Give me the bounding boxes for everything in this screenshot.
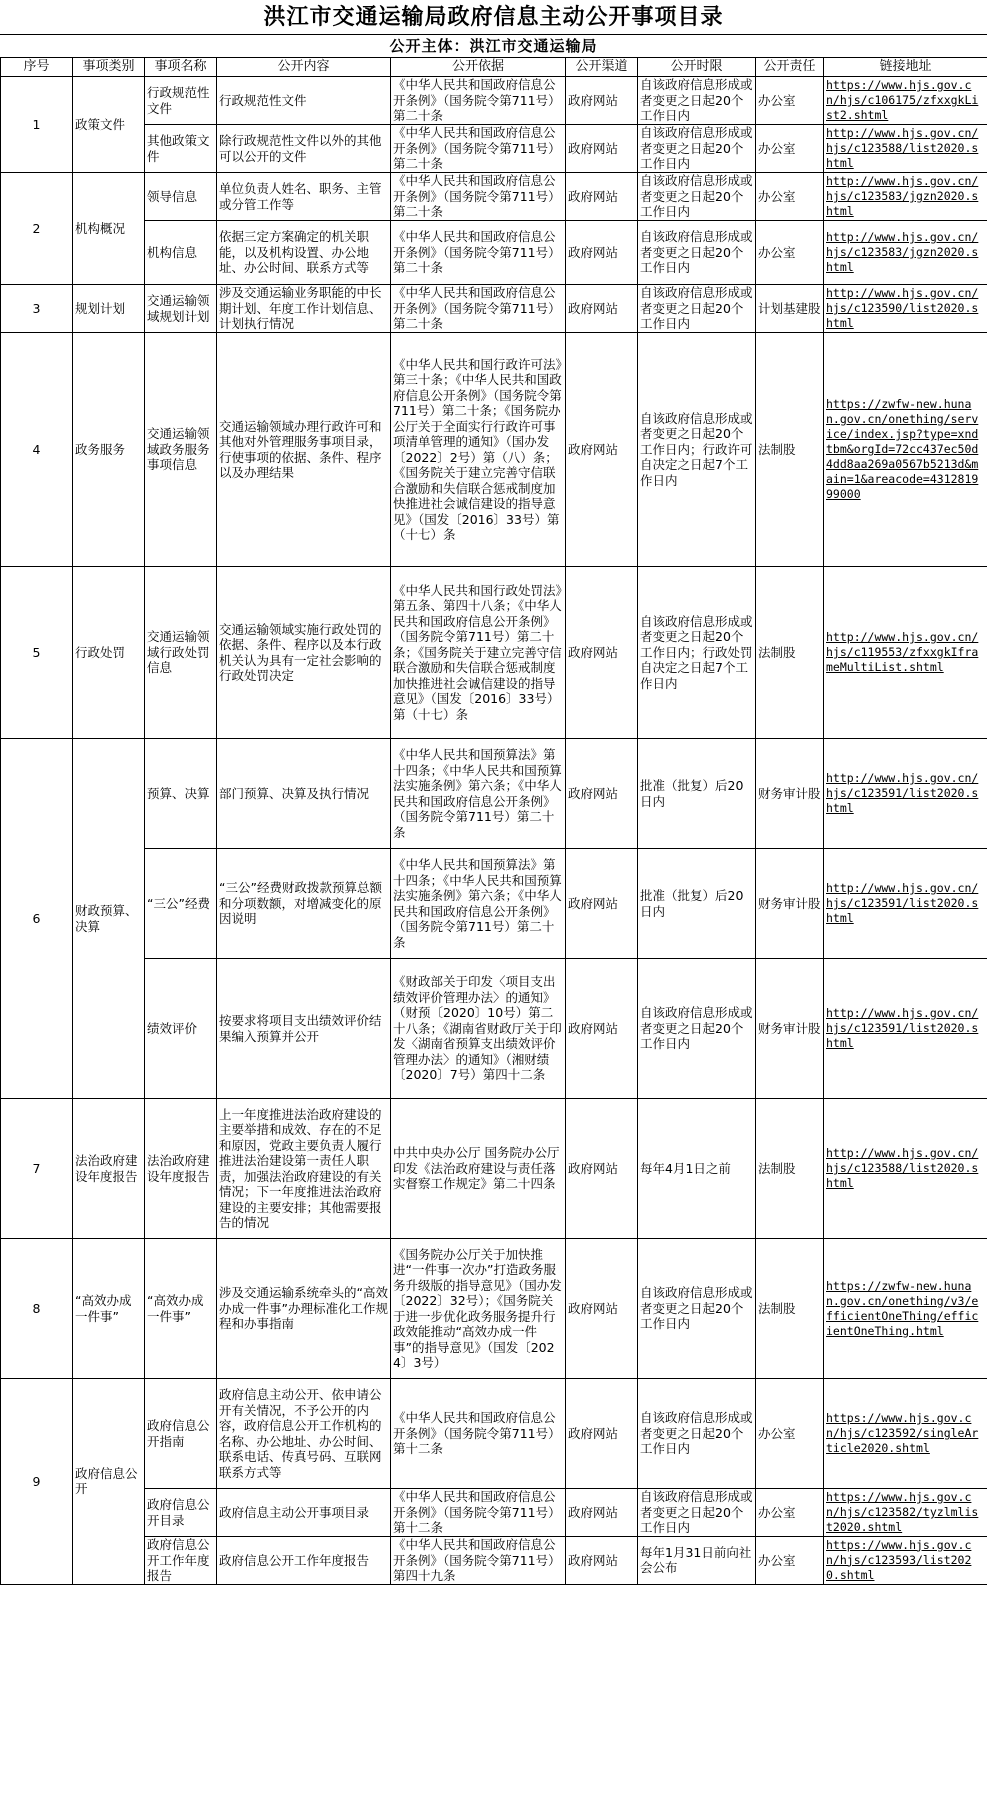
link-cell (824, 739, 987, 849)
item-content: 依据三定方案确定的机关职能，以及机构设置、办公地址、办公时间、联系方式等 (217, 221, 391, 285)
item-name: 政府信息公开工作年度报告 (145, 1537, 217, 1585)
table-row (1, 333, 987, 567)
item-basis: 《财政部关于印发〈项目支出绩效评价管理办法〉的通知》（财预〔2020〕10号）第二十八条；《湖南省财政厅关于印发〈湖南省预算支出绩效评价管理办法〉的通知》（湘财绩〔2020〕7号）第四十二条 (391, 959, 566, 1099)
item-channel: 政府网站 (566, 285, 638, 333)
table-row (1, 173, 987, 221)
table-row (1, 221, 987, 285)
link-cell (824, 1379, 987, 1489)
link-address[interactable]: http://www.hjs.gov.cn/hjs/c123588/list2020.shtml (826, 126, 979, 170)
link-cell (824, 173, 987, 221)
item-channel: 政府网站 (566, 849, 638, 959)
link-cell (824, 959, 987, 1099)
item-channel: 政府网站 (566, 125, 638, 173)
item-name: 行政规范性文件 (145, 77, 217, 125)
link-cell (824, 221, 987, 285)
item-category: 政府信息公开 (73, 1379, 145, 1585)
item-name: “高效办成一件事” (145, 1239, 217, 1379)
item-basis: 《中华人民共和国政府信息公开条例》（国务院令第711号）第二十条 (391, 221, 566, 285)
item-channel: 政府网站 (566, 567, 638, 739)
item-content: 交通运输领域办理行政许可和其他对外管理服务事项目录，行使事项的依据、条件、程序以及办理结果 (217, 333, 391, 567)
item-time: 自该政府信息形成或者变更之日起20个工作日内 (638, 959, 756, 1099)
item-responsibility: 办公室 (756, 1379, 824, 1489)
link-address[interactable]: http://www.hjs.gov.cn/hjs/c123591/list2020.shtml (826, 1006, 979, 1050)
item-basis: 《中华人民共和国政府信息公开条例》（国务院令第711号）第十二条 (391, 1489, 566, 1537)
item-content: 单位负责人姓名、职务、主管或分管工作等 (217, 173, 391, 221)
item-name: 交通运输领域行政处罚信息 (145, 567, 217, 739)
item-content: 上一年度推进法治政府建设的主要举措和成效、存在的不足和原因，党政主要负责人履行推进法治建设第一责任人职责，加强法治政府建设的有关情况；下一年度推进法治政府建设的主要安排；其他需要报告的情况 (217, 1099, 391, 1239)
item-name: 政府信息公开指南 (145, 1379, 217, 1489)
item-basis: 中共中央办公厅 国务院办公厅印发《法治政府建设与责任落实督察工作规定》第二十四条 (391, 1099, 566, 1239)
table-row (1, 959, 987, 1099)
item-basis: 《中华人民共和国政府信息公开条例》（国务院令第711号）第四十九条 (391, 1537, 566, 1585)
item-name: 机构信息 (145, 221, 217, 285)
row-number: 2 (1, 173, 73, 285)
link-cell (824, 849, 987, 959)
item-category: “高效办成一件事” (73, 1239, 145, 1379)
link-address[interactable]: http://www.hjs.gov.cn/hjs/c123591/list2020.shtml (826, 771, 979, 815)
item-category: 法治政府建设年度报告 (73, 1099, 145, 1239)
table-row (1, 567, 987, 739)
table-row (1, 1489, 987, 1537)
item-category: 机构概况 (73, 173, 145, 285)
item-time: 自该政府信息形成或者变更之日起20个工作日内 (638, 285, 756, 333)
column-header: 序号 (1, 58, 73, 77)
row-number: 6 (1, 739, 73, 1099)
item-category: 政务服务 (73, 333, 145, 567)
item-name: 政府信息公开目录 (145, 1489, 217, 1537)
item-name: 绩效评价 (145, 959, 217, 1099)
link-address[interactable]: http://www.hjs.gov.cn/hjs/c123583/jgzn2020.shtml (826, 230, 979, 274)
item-responsibility: 办公室 (756, 173, 824, 221)
row-number: 4 (1, 333, 73, 567)
item-basis: 《中华人民共和国政府信息公开条例》（国务院令第711号）第二十条 (391, 77, 566, 125)
item-basis: 《中华人民共和国行政处罚法》第五条、第四十八条；《中华人民共和国政府信息公开条例》（国务院令第711号）第二十条；《国务院关于建立完善守信联合激励和失信联合惩戒制度加快推进社会诚信建设的指导意见》（国发〔2016〕33号）第（十七）条 (391, 567, 566, 739)
item-basis: 《中华人民共和国政府信息公开条例》（国务院令第711号）第二十条 (391, 285, 566, 333)
item-responsibility: 法制股 (756, 1239, 824, 1379)
item-channel: 政府网站 (566, 959, 638, 1099)
item-category: 规划计划 (73, 285, 145, 333)
column-header: 事项类别 (73, 58, 145, 77)
page-title: 洪江市交通运输局政府信息主动公开事项目录 (263, 4, 724, 30)
item-content: 政府信息主动公开事项目录 (217, 1489, 391, 1537)
item-content: 行政规范性文件 (217, 77, 391, 125)
row-number: 1 (1, 77, 73, 173)
table-header-row (1, 58, 987, 77)
row-number: 5 (1, 567, 73, 739)
item-channel: 政府网站 (566, 1537, 638, 1585)
item-name: 交通运输领域规划计划 (145, 285, 217, 333)
column-header: 公开内容 (217, 58, 391, 77)
link-cell (824, 1489, 987, 1537)
item-time: 批准（批复）后20日内 (638, 849, 756, 959)
link-cell (824, 77, 987, 125)
column-header: 事项名称 (145, 58, 217, 77)
item-name: 预算、决算 (145, 739, 217, 849)
item-content: 涉及交通运输系统牵头的“高效办成一件事”办理标准化工作规程和办事指南 (217, 1239, 391, 1379)
item-responsibility: 计划基建股 (756, 285, 824, 333)
item-channel: 政府网站 (566, 221, 638, 285)
item-responsibility: 财务审计股 (756, 959, 824, 1099)
table-row (1, 285, 987, 333)
item-basis: 《中华人民共和国政府信息公开条例》（国务院令第711号）第二十条 (391, 125, 566, 173)
link-cell (824, 125, 987, 173)
column-header: 公开责任 (756, 58, 824, 77)
link-cell (824, 567, 987, 739)
item-responsibility: 财务审计股 (756, 739, 824, 849)
row-number: 8 (1, 1239, 73, 1379)
item-content: 交通运输领域实施行政处罚的依据、条件、程序以及本行政机关认为具有一定社会影响的行政处罚决定 (217, 567, 391, 739)
item-name: 交通运输领域政务服务事项信息 (145, 333, 217, 567)
link-address[interactable]: https://zwfw-new.hunan.gov.cn/onething/service/index.jsp?type=xndtbm&orgId=72cc437ec50d4dd8aa269a0567b5213d&main=1&areacode=431281999000 (826, 397, 979, 501)
item-responsibility: 办公室 (756, 1489, 824, 1537)
item-responsibility: 办公室 (756, 221, 824, 285)
item-responsibility: 财务审计股 (756, 849, 824, 959)
link-cell (824, 1537, 987, 1585)
table-row (1, 1379, 987, 1489)
item-basis: 《中华人民共和国预算法》第十四条；《中华人民共和国预算法实施条例》第六条；《中华人民共和国政府信息公开条例》（国务院令第711号）第二十条 (391, 739, 566, 849)
item-time: 自该政府信息形成或者变更之日起20个工作日内 (638, 1379, 756, 1489)
table-row (1, 739, 987, 849)
table-row (1, 1239, 987, 1379)
link-cell (824, 333, 987, 567)
item-basis: 《中华人民共和国行政许可法》第三十条；《中华人民共和国政府信息公开条例》（国务院令第711号）第二十条；《国务院办公厅关于全面实行行政许可事项清单管理的通知》（国办发〔2022〕2号）第（八）条；《国务院关于建立完善守信联合激励和失信联合惩戒制度加快推进社会诚信建设的指导意见》（国发〔2016〕33号）第（十七）条 (391, 333, 566, 567)
item-responsibility: 法制股 (756, 1099, 824, 1239)
item-content: 部门预算、决算及执行情况 (217, 739, 391, 849)
table-row (1, 125, 987, 173)
item-channel: 政府网站 (566, 1489, 638, 1537)
link-address[interactable]: http://www.hjs.gov.cn/hjs/c123583/jgzn2020.shtml (826, 174, 979, 218)
column-header: 公开依据 (391, 58, 566, 77)
table-row (1, 849, 987, 959)
table-row (1, 77, 987, 125)
link-address[interactable]: https://www.hjs.gov.cn/hjs/c123592/singleArticle2020.shtml (826, 1411, 979, 1455)
disclosure-table (0, 57, 987, 1585)
item-channel: 政府网站 (566, 1239, 638, 1379)
page-subtitle: 公开主体：洪江市交通运输局 (0, 34, 987, 57)
item-time: 自该政府信息形成或者变更之日起20个工作日内 (638, 173, 756, 221)
item-channel: 政府网站 (566, 1099, 638, 1239)
item-content: 涉及交通运输业务职能的中长期计划、年度工作计划信息、计划执行情况 (217, 285, 391, 333)
row-number: 7 (1, 1099, 73, 1239)
item-channel: 政府网站 (566, 333, 638, 567)
item-channel: 政府网站 (566, 173, 638, 221)
link-cell (824, 1239, 987, 1379)
item-content: 除行政规范性文件以外的其他可以公开的文件 (217, 125, 391, 173)
link-address[interactable]: http://www.hjs.gov.cn/hjs/c119553/zfxxgkIframeMultiList.shtml (826, 630, 979, 674)
column-header: 公开时限 (638, 58, 756, 77)
item-basis: 《中华人民共和国政府信息公开条例》（国务院令第711号）第十二条 (391, 1379, 566, 1489)
item-time: 每年1月31日前向社会公布 (638, 1537, 756, 1585)
item-content: 政府信息主动公开、依申请公开有关情况，不予公开的内容，政府信息公开工作机构的名称、办公地址、办公时间、联系电话、传真号码、互联网联系方式等 (217, 1379, 391, 1489)
item-time: 自该政府信息形成或者变更之日起20个工作日内 (638, 221, 756, 285)
item-responsibility: 办公室 (756, 125, 824, 173)
item-content: 按要求将项目支出绩效评价结果编入预算并公开 (217, 959, 391, 1099)
item-content: “三公”经费财政拨款预算总额和分项数额，对增减变化的原因说明 (217, 849, 391, 959)
link-address[interactable]: https://www.hjs.gov.cn/hjs/c106175/zfxxgkList2.shtml (826, 78, 979, 122)
item-channel: 政府网站 (566, 77, 638, 125)
item-time: 每年4月1日之前 (638, 1099, 756, 1239)
item-content: 政府信息公开工作年度报告 (217, 1537, 391, 1585)
table-row (1, 1099, 987, 1239)
item-name: 其他政策文件 (145, 125, 217, 173)
item-time: 自该政府信息形成或者变更之日起20个工作日内 (638, 77, 756, 125)
link-cell (824, 1099, 987, 1239)
link-address[interactable]: https://www.hjs.gov.cn/hjs/c123582/tyzlmlist2020.shtml (826, 1490, 979, 1534)
item-name: “三公”经费 (145, 849, 217, 959)
item-basis: 《国务院办公厅关于加快推进“一件事一次办”打造政务服务升级版的指导意见》（国办发〔2022〕32号）；《国务院关于进一步优化政务服务提升行政效能推动“高效办成一件事”的指导意见》（国发〔2024〕3号） (391, 1239, 566, 1379)
item-name: 领导信息 (145, 173, 217, 221)
column-header: 公开渠道 (566, 58, 638, 77)
item-time: 自该政府信息形成或者变更之日起20个工作日内；行政许可自决定之日起7个工作日内 (638, 333, 756, 567)
column-header: 链接地址 (824, 58, 987, 77)
item-basis: 《中华人民共和国政府信息公开条例》（国务院令第711号）第二十条 (391, 173, 566, 221)
item-responsibility: 法制股 (756, 333, 824, 567)
row-number: 9 (1, 1379, 73, 1585)
item-time: 自该政府信息形成或者变更之日起20个工作日内；行政处罚自决定之日起7个工作日内 (638, 567, 756, 739)
item-responsibility: 办公室 (756, 1537, 824, 1585)
item-time: 自该政府信息形成或者变更之日起20个工作日内 (638, 1489, 756, 1537)
row-number: 3 (1, 285, 73, 333)
item-basis: 《中华人民共和国预算法》第十四条；《中华人民共和国预算法实施条例》第六条；《中华人民共和国政府信息公开条例》（国务院令第711号）第二十条 (391, 849, 566, 959)
link-address[interactable]: https://zwfw-new.hunan.gov.cn/onething/v3/efficientOneThing/efficientOneThing.html (826, 1278, 979, 1338)
link-address[interactable]: http://www.hjs.gov.cn/hjs/c123591/list2020.shtml (826, 881, 979, 925)
item-category: 财政预算、决算 (73, 739, 145, 1099)
item-category: 政策文件 (73, 77, 145, 173)
link-address[interactable]: http://www.hjs.gov.cn/hjs/c123588/list2020.shtml (826, 1146, 979, 1190)
item-category: 行政处罚 (73, 567, 145, 739)
item-responsibility: 法制股 (756, 567, 824, 739)
table-row (1, 1537, 987, 1585)
item-time: 自该政府信息形成或者变更之日起20个工作日内 (638, 125, 756, 173)
item-name: 法治政府建设年度报告 (145, 1099, 217, 1239)
link-cell (824, 285, 987, 333)
item-responsibility: 办公室 (756, 77, 824, 125)
link-address[interactable]: http://www.hjs.gov.cn/hjs/c123590/list2020.shtml (826, 286, 979, 330)
item-channel: 政府网站 (566, 739, 638, 849)
item-channel: 政府网站 (566, 1379, 638, 1489)
item-time: 自该政府信息形成或者变更之日起20个工作日内 (638, 1239, 756, 1379)
link-address[interactable]: https://www.hjs.gov.cn/hjs/c123593/list2020.shtml (826, 1537, 972, 1582)
item-time: 批准（批复）后20日内 (638, 739, 756, 849)
